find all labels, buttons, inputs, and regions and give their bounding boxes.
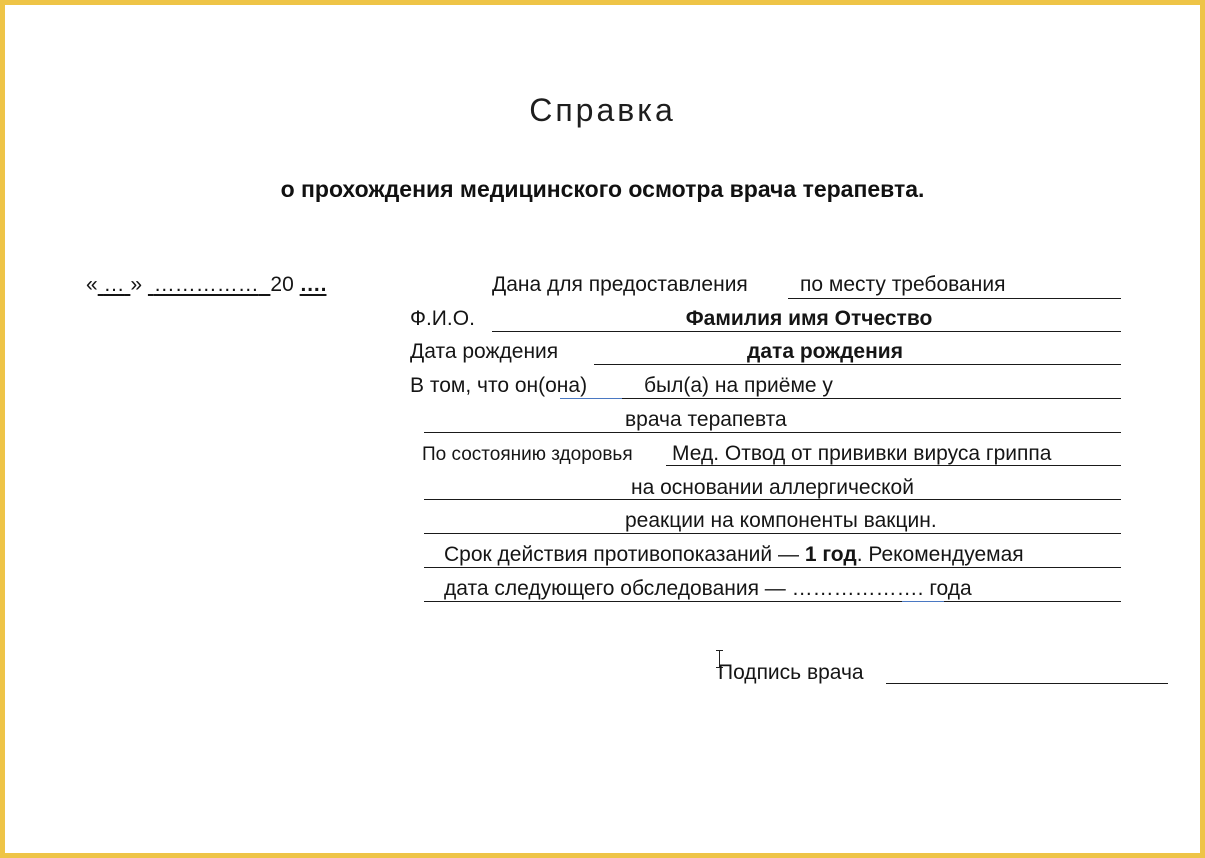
health-line-3-rule [424,533,1121,534]
validity-suffix: . Рекомендуемая [856,543,1024,566]
date-close-quote: » [130,273,143,296]
date-field [86,273,326,297]
document-title: Справка [529,92,676,128]
signature-line [886,683,1168,684]
health-line-3: реакции на компоненты вакцин. [625,509,937,532]
fio-value: Фамилия имя Отчество [685,307,933,330]
validity-duration: 1 год [804,543,857,566]
document-subtitle: о прохождения медицинского осмотра врача терапевта. [280,176,925,202]
pronoun-underline [560,398,622,399]
health-line-1: Мед. Отвод от прививки вируса гриппа [672,442,1052,465]
birth-line [594,364,1121,365]
date-open-quote: « [86,273,98,296]
visit-prefix: В том, что он( [410,374,546,397]
date-year-prefix: 20 [270,273,294,296]
validity-line [444,543,1024,567]
next-exam-suffix: года [929,577,972,600]
date-day-blank: … [103,273,125,296]
health-line-2: на основании аллергической [631,476,914,499]
next-exam-blue-underline [902,601,944,602]
date-month-blank: …………… [153,273,259,296]
fio-line [492,331,1121,332]
doctor-line [424,432,1121,433]
validity-prefix: Срок действия противопоказаний — [444,543,799,566]
birth-label: Дата рождения [410,340,559,363]
visit-doctor: врача терапевта [625,408,787,431]
visit-line [410,374,587,398]
birth-value: дата рождения [747,340,903,363]
next-exam-line [444,577,972,601]
visit-text: был(а) на приёме у [644,374,833,397]
health-label: По состоянию здоровья [422,444,633,465]
visit-line-rule [622,398,1121,399]
date-year-blank: …. [299,273,327,296]
issued-for-line [788,298,1121,299]
issued-for-value: по месту требования [800,273,1006,296]
next-exam-line-rule [424,601,1121,602]
validity-line-rule [424,567,1121,568]
next-exam-placeholder: ………………. [791,577,924,600]
signature-label: Подпись врача [718,661,864,684]
visit-pronoun: она) [545,374,588,397]
issued-for-label: Дана для предоставления [492,273,748,296]
next-exam-prefix: дата следующего обследования — [444,577,786,600]
fio-label: Ф.И.О. [410,307,475,330]
